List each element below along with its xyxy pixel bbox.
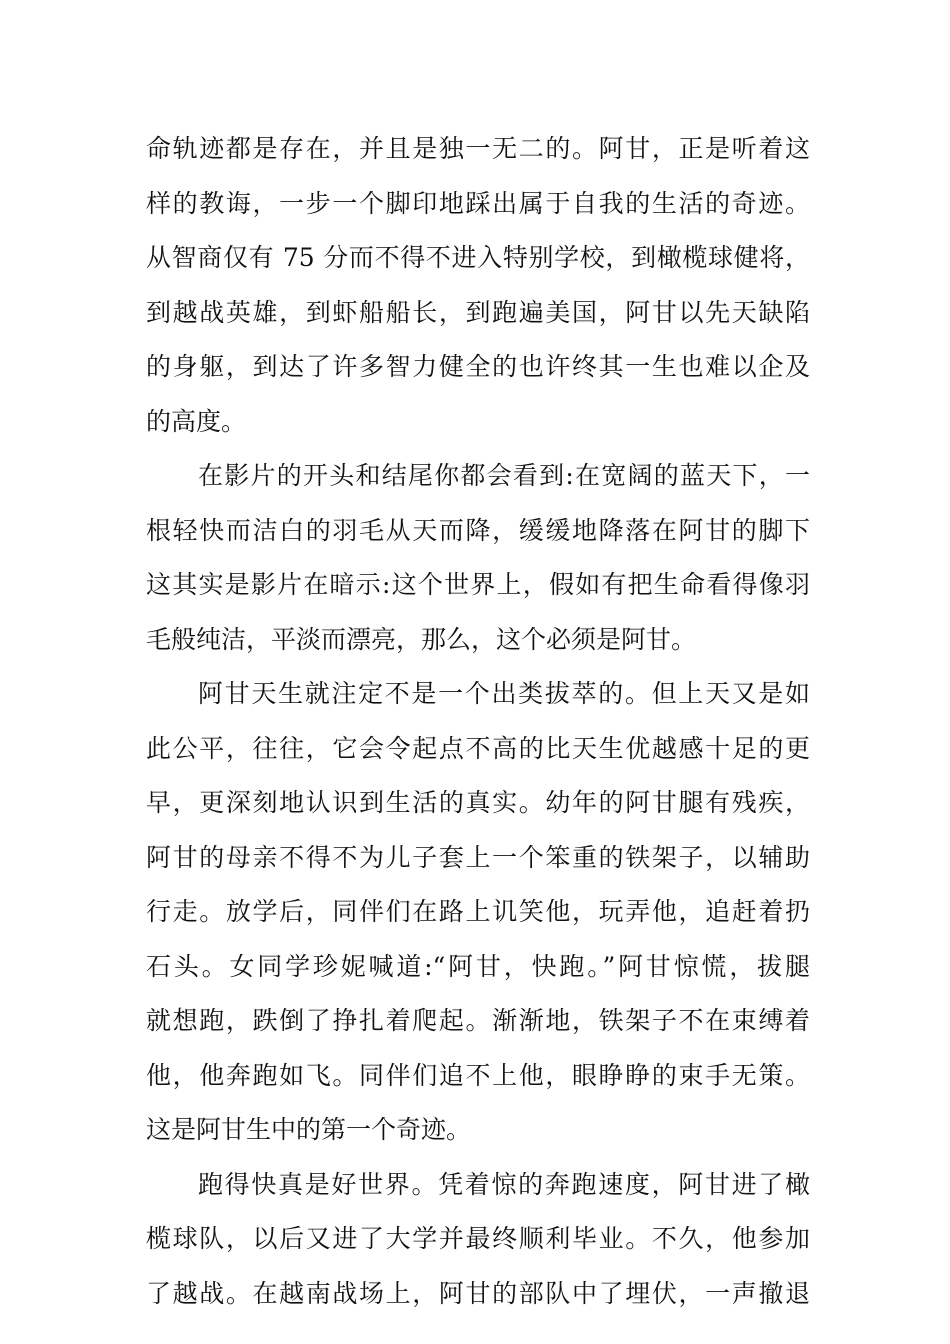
text-line: 根轻快而洁白的羽毛从天而降，缓缓地降落在阿甘的脚下 [146,515,810,545]
text-line: 他，他奔跑如飞。同伴们追不上他，眼睁睁的束手无策。 [146,1060,810,1090]
text-line: 就想跑，跌倒了挣扎着爬起。渐渐地，铁架子不在束缚着 [146,1006,810,1035]
body-text [146,122,810,1321]
text-line: 此公平，往往，它会令起点不高的比天生优越感十足的更 [146,733,810,763]
text-line: 阿甘的母亲不得不为儿子套上一个笨重的铁架子，以辅助 [146,842,810,872]
text-line: 这是阿甘生中的第一个奇迹。 [146,1115,472,1144]
text-line: 在影片的开头和结尾你都会看到:在宽阔的蓝天下，一 [198,461,810,490]
text-line: 的高度。 [146,406,247,436]
text-line: 行走。放学后，同伴们在路上讥笑他，玩弄他，追赶着扔 [146,897,810,926]
text-line: 命轨迹都是存在，并且是独一无二的。阿甘，正是听着这 [146,134,810,163]
text-line: 从智商仅有 75 分而不得不进入特别学校，到橄榄球健将， [146,243,810,272]
text-line: 了越战。在越南战场上，阿甘的部队中了埋伏，一声撤退 [146,1278,810,1308]
text-line: 到越战英雄，到虾船船长，到跑遍美国，阿甘以先天缺陷 [146,297,810,327]
text-line: 石头。女同学珍妮喊道:“阿甘，快跑。”阿甘惊慌，拔腿 [146,951,810,981]
text-line: 榄球队，以后又进了大学并最终顺利毕业。不久，他参加 [146,1224,810,1253]
text-line: 阿甘天生就注定不是一个出类拔萃的。但上天又是如 [198,679,810,708]
text-line: 跑得快真是好世界。凭着惊的奔跑速度，阿甘进了橄 [198,1169,810,1199]
text-line: 早，更深刻地认识到生活的真实。幼年的阿甘腿有残疾， [146,788,810,817]
text-line: 毛般纯洁，平淡而漂亮，那么，这个必须是阿甘。 [146,624,697,654]
text-line: 的身躯，到达了许多智力健全的也许终其一生也难以企及 [146,352,810,381]
text-line: 样的教诲，一步一个脚印地踩出属于自我的生活的奇迹。 [146,188,810,218]
text-line: 这其实是影片在暗示:这个世界上，假如有把生命看得像羽 [146,570,810,599]
